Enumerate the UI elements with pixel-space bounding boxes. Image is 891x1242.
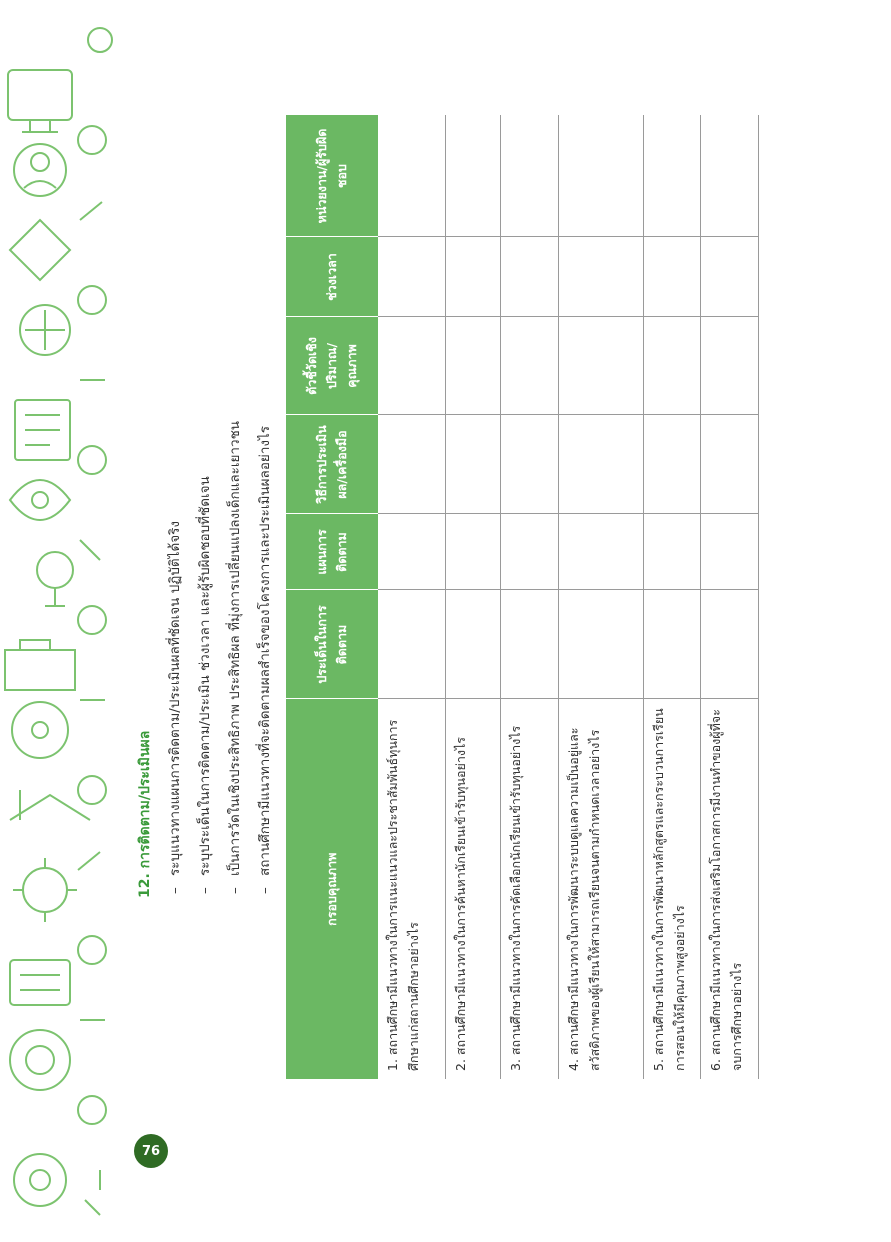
empty-cell[interactable] <box>643 115 700 237</box>
empty-cell[interactable] <box>445 514 500 590</box>
empty-cell[interactable] <box>643 590 700 699</box>
empty-cell[interactable] <box>558 237 643 317</box>
row-question: 3. สถานศึกษามีแนวทางในการคัดเลือกนักเรียนเข้ารับทุนอย่างไร <box>500 699 558 1079</box>
tracking-table <box>286 115 759 1080</box>
empty-cell[interactable] <box>378 237 445 317</box>
header-tracking-plan: แผนการติดตาม <box>286 514 378 590</box>
empty-cell[interactable] <box>700 590 758 699</box>
bullet-item: – ระบุประเด็นในการติดตาม/ประเมิน ช่วงเวลา และผู้รับผิดชอบที่ชัดเจน <box>190 38 220 876</box>
table-row <box>558 115 643 1079</box>
page-number-badge: 76 <box>134 1134 168 1168</box>
empty-cell[interactable] <box>558 115 643 237</box>
empty-cell[interactable] <box>643 317 700 415</box>
empty-cell[interactable] <box>500 590 558 699</box>
empty-cell[interactable] <box>643 415 700 514</box>
empty-cell[interactable] <box>445 590 500 699</box>
empty-cell[interactable] <box>378 590 445 699</box>
table-row <box>500 115 558 1079</box>
table-header-row <box>286 115 378 1079</box>
table-row <box>643 115 700 1079</box>
table-row <box>378 115 445 1079</box>
row-question: 1. สถานศึกษามีแนวทางในการแนะแนวและประชาสัมพันธ์ทุนการศึกษาแก่สถานศึกษาอย่างไร <box>378 699 445 1079</box>
header-evaluation-method: วิธีการประเมินผล/เครื่องมือ <box>286 415 378 514</box>
row-question: 5. สถานศึกษามีแนวทางในการพัฒนาหลักสูตรและกระบวนการเรียนการสอนให้มีคุณภาพสูงอย่างไร <box>643 699 700 1079</box>
empty-cell[interactable] <box>700 415 758 514</box>
section-bullet-list <box>160 38 280 898</box>
row-question: 4. สถานศึกษามีแนวทางในการพัฒนาระบบดูแลความเป็นอยู่และสวัสดิภาพของผู้เรียนให้สามารถเรียนจนตามกำหนดเวลาอย่างไร <box>558 699 643 1079</box>
empty-cell[interactable] <box>558 590 643 699</box>
empty-cell[interactable] <box>445 237 500 317</box>
empty-cell[interactable] <box>558 317 643 415</box>
bullet-item: – สถานศึกษามีแนวทางที่จะติดตามผลสำเร็จของโครงการและประเมินผลอย่างไร <box>250 38 280 876</box>
empty-cell[interactable] <box>700 317 758 415</box>
empty-cell[interactable] <box>700 514 758 590</box>
section-heading-block <box>130 38 280 898</box>
bullet-item: – ระบุแนวทางแผนการติดตาม/ประเมินผลที่ชัดเจน ปฏิบัติได้จริง <box>160 38 190 876</box>
header-quality-framework: กรอบคุณภาพ <box>286 699 378 1079</box>
empty-cell[interactable] <box>700 115 758 237</box>
empty-cell[interactable] <box>378 115 445 237</box>
header-indicators: ตัวชี้วัดเชิงปริมาณ/คุณภาพ <box>286 317 378 415</box>
bullet-item: – เป็นการวัดในเชิงประสิทธิภาพ ประสิทธิผล ที่มุ่งการเปลี่ยนแปลงเด็กและเยาวชน <box>220 38 250 876</box>
empty-cell[interactable] <box>700 237 758 317</box>
empty-cell[interactable] <box>378 514 445 590</box>
empty-cell[interactable] <box>643 237 700 317</box>
header-time-period: ช่วงเวลา <box>286 237 378 317</box>
row-question: 6. สถานศึกษามีแนวทางในการส่งเสริมโอกาสการมีงานทำของผู้ที่จะจบการศึกษาอย่างไร <box>700 699 758 1079</box>
empty-cell[interactable] <box>643 514 700 590</box>
empty-cell[interactable] <box>445 415 500 514</box>
empty-cell[interactable] <box>445 115 500 237</box>
table-row <box>445 115 500 1079</box>
empty-cell[interactable] <box>500 317 558 415</box>
row-question: 2. สถานศึกษามีแนวทางในการค้นหานักเรียนเข้ารับทุนอย่างไร <box>445 699 500 1079</box>
section-title: 12. การติดตาม/ประเมินผล <box>137 730 153 898</box>
header-tracking-issue: ประเด็นในการติดตาม <box>286 590 378 699</box>
header-responsible: หน่วยงาน/ผู้รับผิดชอบ <box>286 115 378 237</box>
empty-cell[interactable] <box>558 415 643 514</box>
empty-cell[interactable] <box>500 415 558 514</box>
empty-cell[interactable] <box>500 514 558 590</box>
empty-cell[interactable] <box>500 115 558 237</box>
empty-cell[interactable] <box>500 237 558 317</box>
empty-cell[interactable] <box>378 415 445 514</box>
empty-cell[interactable] <box>558 514 643 590</box>
empty-cell[interactable] <box>378 317 445 415</box>
table-row <box>700 115 758 1079</box>
empty-cell[interactable] <box>445 317 500 415</box>
